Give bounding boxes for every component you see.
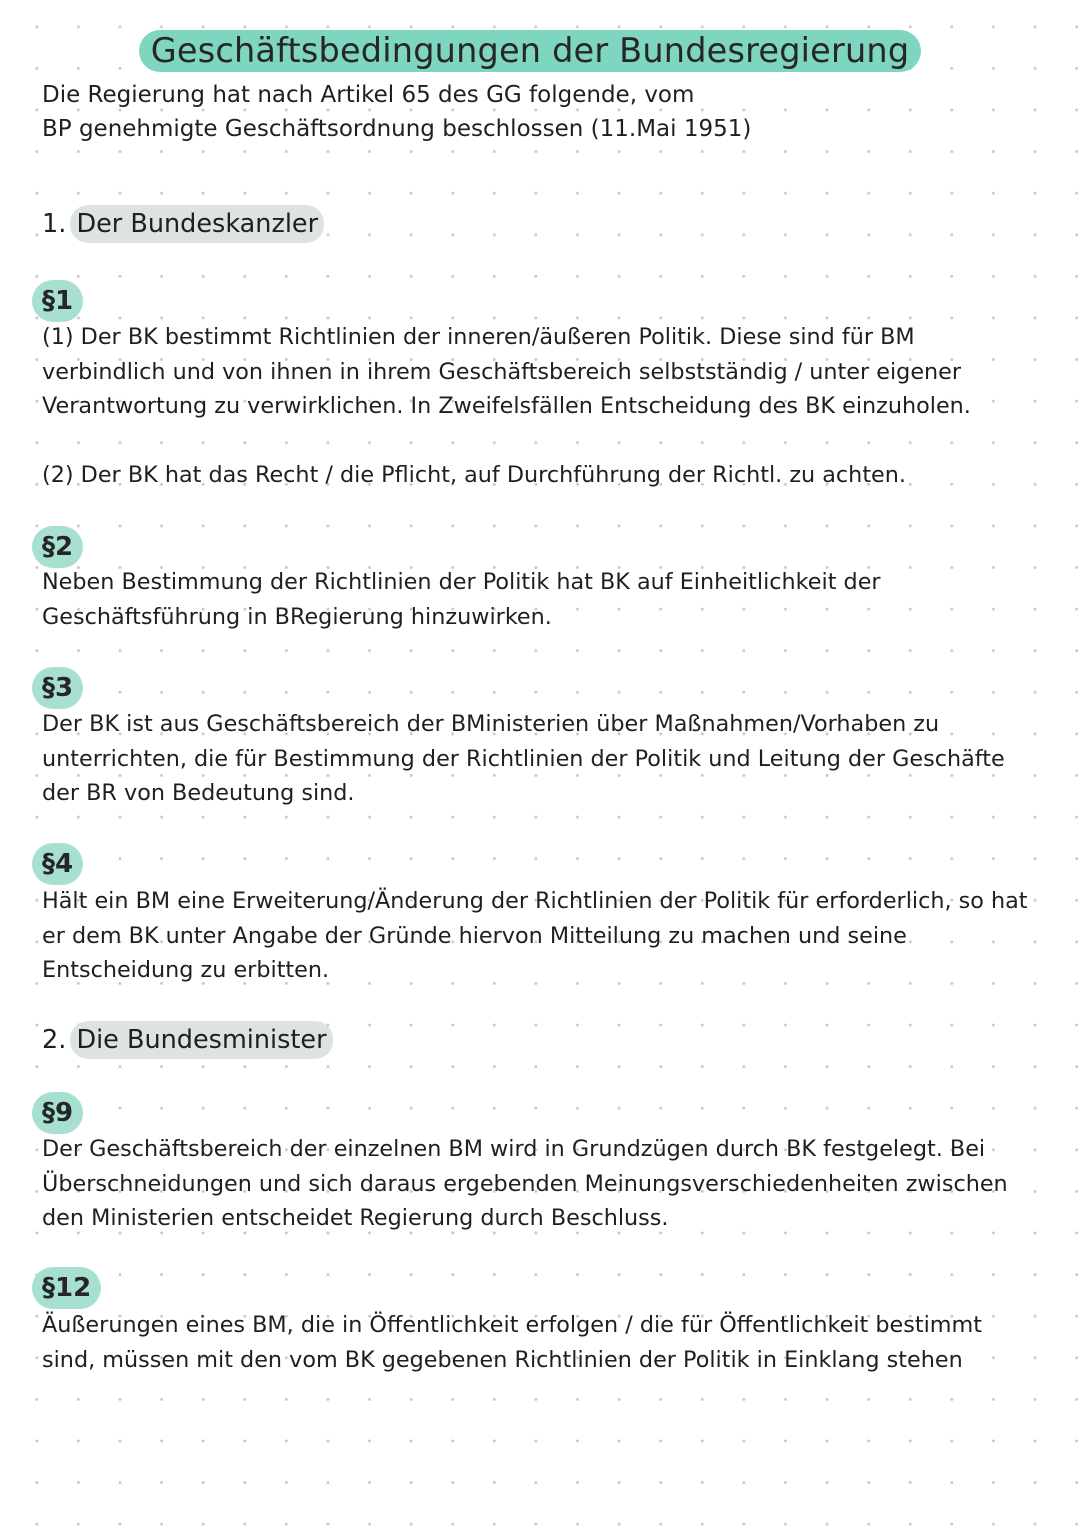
- paragraph-text-4: [42, 884, 1047, 988]
- text-line: Der Geschäftsbereich der einzelnen BM wird in Grundzügen durch BK festgelegt. Bei: [42, 1136, 986, 1162]
- intro-line: Die Regierung hat nach Artikel 65 des GG folgende, vom: [42, 82, 695, 108]
- paragraph-text-1-sub-2: [42, 458, 1047, 493]
- section-number: 2.: [42, 1025, 67, 1055]
- paragraph-text-12: [42, 1308, 1047, 1377]
- text-line: Der BK ist aus Geschäftsbereich der BMinisterien über Maßnahmen/Vorhaben zu: [42, 711, 940, 737]
- section-heading-bundesminister: [42, 1021, 333, 1059]
- section-heading-bundeskanzler: [42, 205, 324, 243]
- paragraph-text-1: [42, 320, 1047, 424]
- text-line: verbindlich und von ihnen in ihrem Geschäftsbereich selbstständig / unter eigener: [42, 358, 962, 385]
- paragraph-tag-12: §12: [32, 1267, 101, 1309]
- text-line: Geschäftsführung in BRegierung hinzuwirken.: [42, 603, 552, 630]
- paragraph-tag-3: §3: [32, 667, 83, 709]
- title-row: [0, 30, 1060, 72]
- page-title: Geschäftsbedingungen der Bundesregierung: [139, 30, 922, 72]
- paragraph-tag-9: §9: [32, 1092, 83, 1134]
- text-line: Hält ein BM eine Erweiterung/Änderung der Richtlinien der Politik für erforderlich, so hat: [42, 888, 1028, 914]
- text-line: den Ministerien entscheidet Regierung durch Beschluss.: [42, 1205, 669, 1231]
- paragraph-text-2: [42, 565, 1047, 634]
- text-line: Äußerungen eines BM, die in Öffentlichkeit erfolgen / die für Öffentlichkeit bestimmt: [42, 1312, 982, 1338]
- paragraph-text-9: [42, 1132, 1047, 1236]
- text-line: Verantwortung zu verwirklichen. In Zweifelsfällen Entscheidung des BK einzuholen.: [42, 393, 971, 419]
- text-line: er dem BK unter Angabe der Gründe hiervon Mitteilung zu machen und seine: [42, 922, 907, 949]
- text-line: (2) Der BK hat das Recht / die Pflicht, auf Durchführung der Richtl. zu achten.: [42, 462, 906, 488]
- section-title: Die Bundesminister: [70, 1021, 332, 1059]
- intro-line: BP genehmigte Geschäftsordnung beschlossen (11.Mai 1951): [42, 116, 752, 142]
- text-line: Neben Bestimmung der Richtlinien der Politik hat BK auf Einheitlichkeit der: [42, 569, 881, 595]
- text-line: sind, müssen mit den vom BK gegebenen Richtlinien der Politik in Einklang stehen: [42, 1346, 963, 1373]
- text-line: (1) Der BK bestimmt Richtlinien der inneren/äußeren Politik. Diese sind für BM: [42, 324, 915, 350]
- text-line: Überschneidungen und sich daraus ergebenden Meinungsverschiedenheiten zwischen: [42, 1170, 1008, 1197]
- paragraph-tag-2: §2: [32, 526, 83, 568]
- paragraph-text-3: [42, 707, 1047, 811]
- paragraph-tag-4: §4: [32, 843, 83, 885]
- text-line: der BR von Bedeutung sind.: [42, 780, 355, 806]
- paragraph-tag-1: §1: [32, 280, 83, 322]
- intro-text: [42, 78, 1042, 146]
- text-line: unterrichten, die für Bestimmung der Richtlinien der Politik und Leitung der Geschäfte: [42, 745, 1005, 772]
- section-number: 1.: [42, 209, 67, 239]
- section-title: Der Bundeskanzler: [70, 205, 324, 243]
- text-line: Entscheidung zu erbitten.: [42, 957, 330, 983]
